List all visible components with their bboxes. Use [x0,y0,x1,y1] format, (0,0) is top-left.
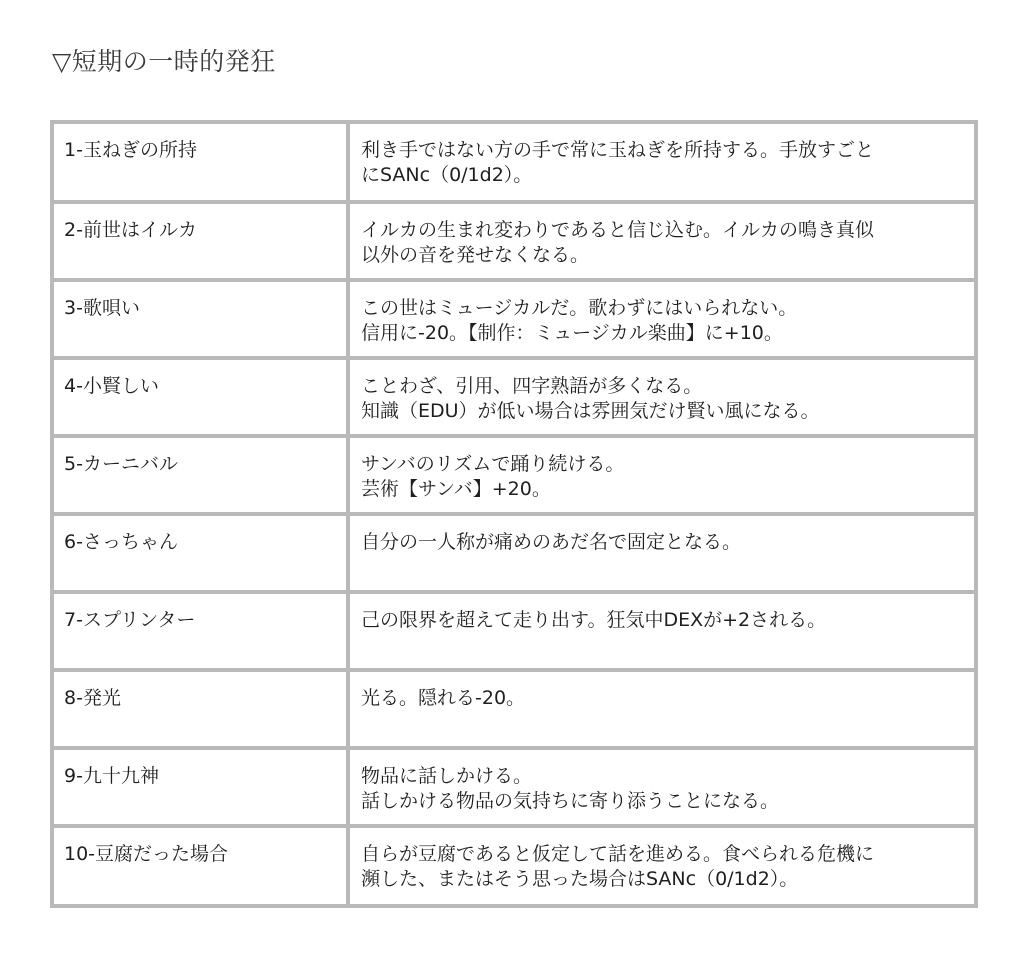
description-line: サンバのリズムで踊り続ける。 [361,453,625,475]
table-row [54,280,974,358]
row-description-cell [348,826,974,904]
row-description-cell [348,748,974,826]
description-line: 己の限界を超えて走り出す。狂気中DEXが+2される。 [361,609,827,631]
table-row [54,202,974,280]
madness-table-grid [54,124,974,904]
description-line: 自らが豆腐であると仮定して話を進める。食べられる危機に [361,843,875,865]
madness-table [50,120,978,908]
description-line: 瀕した、またはそう思った場合はSANc（0/1d2）。 [361,868,799,890]
table-row [54,826,974,904]
description-line: ことわざ、引用、四字熟語が多くなる。 [361,375,703,397]
table-row [54,358,974,436]
row-description-cell [348,124,974,202]
row-name-cell: 7-スプリンター [54,592,348,670]
description-line: 以外の音を発せなくなる。 [361,244,590,266]
table-row [54,436,974,514]
row-description-cell [348,670,974,748]
row-name-cell: 3-歌唄い [54,280,348,358]
row-description-cell [348,358,974,436]
row-description-cell [348,436,974,514]
table-row [54,748,974,826]
row-name-cell: 1-玉ねぎの所持 [54,124,348,202]
table-row [54,124,974,202]
row-name-cell: 2-前世はイルカ [54,202,348,280]
description-line: 知識（EDU）が低い場合は雰囲気だけ賢い風になる。 [361,400,820,422]
description-line: この世はミュージカルだ。歌わずにはいられない。 [361,297,798,319]
row-description-cell [348,514,974,592]
row-name-cell: 8-発光 [54,670,348,748]
description-line: 話しかける物品の気持ちに寄り添うことになる。 [361,790,780,812]
row-name-cell: 9-九十九神 [54,748,348,826]
description-line: イルカの生まれ変わりであると信じ込む。イルカの鳴き真似 [361,219,875,241]
description-line: にSANc（0/1d2）。 [361,164,533,186]
description-line: 信用に-20。【制作：ミュージカル楽曲】に+10。 [361,322,783,344]
description-line: 利き手ではない方の手で常に玉ねぎを所持する。手放すごと [361,139,875,161]
description-line: 芸術【サンバ】+20。 [361,478,551,500]
row-name-cell: 4-小賢しい [54,358,348,436]
row-description-cell [348,592,974,670]
row-name-cell: 6-さっちゃん [54,514,348,592]
page-title: ▽短期の一時的発狂 [52,47,276,76]
table-row [54,592,974,670]
description-line: 物品に話しかける。 [361,765,533,787]
row-name-cell: 5-カーニバル [54,436,348,514]
description-line: 光る。隠れる-20。 [361,687,526,709]
row-name-cell: 10-豆腐だった場合 [54,826,348,904]
table-row [54,670,974,748]
description-line: 自分の一人称が痛めのあだ名で固定となる。 [361,531,742,553]
row-description-cell [348,280,974,358]
table-row [54,514,974,592]
row-description-cell [348,202,974,280]
